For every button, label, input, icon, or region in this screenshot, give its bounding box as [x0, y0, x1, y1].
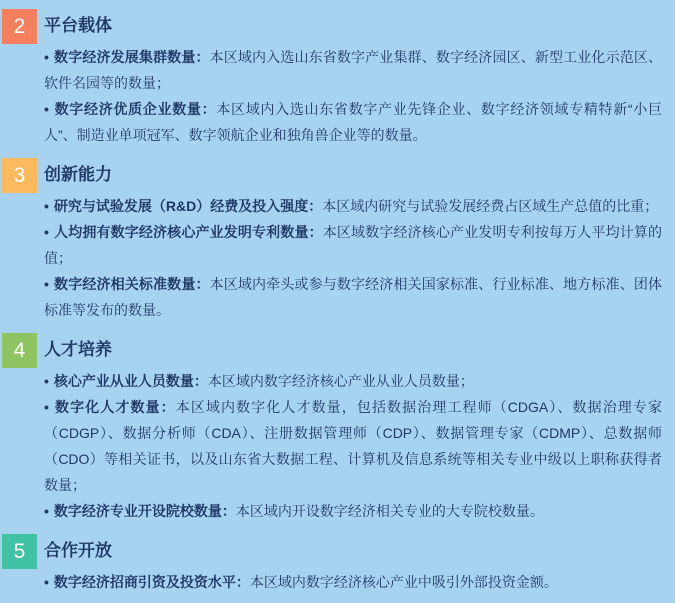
section-talent-cultivation — [0, 332, 675, 524]
bullet-lead: 研究与试验发展（R&D）经费及投入强度： — [53, 198, 323, 214]
bullet-text: 本区域内开设数字经济相关专业的大专院校数量。 — [235, 503, 544, 519]
section-title: 合作开放 — [44, 541, 112, 560]
bullet-lead: 数字经济发展集群数量： — [53, 49, 210, 65]
bullet-item — [44, 219, 662, 271]
section-number-badge: 2 — [2, 9, 37, 44]
bullet-text: 本区域内入选山东省数字产业先锋企业、数字经济领域专精特新“小巨人”、制造业单项冠军、数字领航企业和独角兽企业等的数量。 — [44, 101, 662, 143]
bullet-dot-icon: • — [44, 399, 49, 415]
section-innovation-capability — [0, 157, 675, 323]
bullet-item — [44, 193, 662, 219]
section-number-badge: 4 — [2, 333, 37, 368]
bullet-item — [44, 96, 662, 148]
bullet-lead: 数字经济相关标准数量： — [53, 276, 210, 292]
bullet-dot-icon: • — [44, 373, 49, 389]
bullet-dot-icon: • — [44, 224, 49, 240]
bullet-item — [44, 394, 662, 498]
bullet-item — [44, 271, 662, 323]
bullet-text: 本区域数字经济核心产业发明专利按每万人平均计算的值； — [44, 224, 663, 266]
section-platform-carriers — [0, 8, 675, 148]
section-title: 平台载体 — [44, 16, 112, 35]
bullet-item — [44, 368, 662, 394]
bullet-lead: 数字经济专业开设院校数量： — [53, 503, 236, 519]
bullet-lead: 数字经济招商引资及投资水平： — [53, 574, 250, 590]
bullet-dot-icon: • — [44, 198, 49, 214]
bullet-lead: 人均拥有数字经济核心产业发明专利数量： — [53, 224, 323, 240]
bullet-text: 本区域内研究与试验发展经费占区域生产总值的比重； — [322, 198, 659, 214]
bullet-dot-icon: • — [44, 503, 49, 519]
section-number-badge: 3 — [2, 158, 37, 193]
bullet-text: 本区域内数字经济核心产业从业人员数量； — [207, 373, 474, 389]
bullet-lead: 数字化人才数量： — [53, 399, 176, 415]
section-title: 人才培养 — [44, 340, 112, 359]
bullet-item — [44, 44, 662, 96]
bullet-item — [44, 569, 662, 595]
bullet-lead: 核心产业从业人员数量： — [53, 373, 208, 389]
bullet-lead: 数字经济优质企业数量： — [53, 101, 217, 117]
section-number-badge: 5 — [2, 534, 37, 569]
bullet-text: 本区域内牵头或参与数字经济相关国家标准、行业标准、地方标准、团体标准等发布的数量。 — [44, 276, 663, 318]
bullet-text: 本区域内数字化人才数量，包括数据治理工程师（CDGA）、数据治理专家（CDGP）、数据分析师（CDA）、注册数据管理师（CDP）、数据管理专家（CDMP）、总数据师（CDO）等相关证书，以及山东省大数据工程、计算机及信息系统等相关专业中级以上职称获得者数量； — [44, 399, 662, 493]
section-title: 创新能力 — [44, 165, 112, 184]
bullet-text: 本区域内入选山东省数字产业集群、数字经济园区、新型工业化示范区、软件名园等的数量； — [44, 49, 663, 91]
bullet-text: 本区域内数字经济核心产业中吸引外部投资金额。 — [249, 574, 558, 590]
section-cooperation-openness — [0, 533, 675, 595]
bullet-dot-icon: • — [44, 276, 49, 292]
bullet-dot-icon: • — [44, 49, 49, 65]
bullet-dot-icon: • — [44, 101, 49, 117]
bullet-item — [44, 498, 662, 524]
bullet-dot-icon: • — [44, 574, 49, 590]
